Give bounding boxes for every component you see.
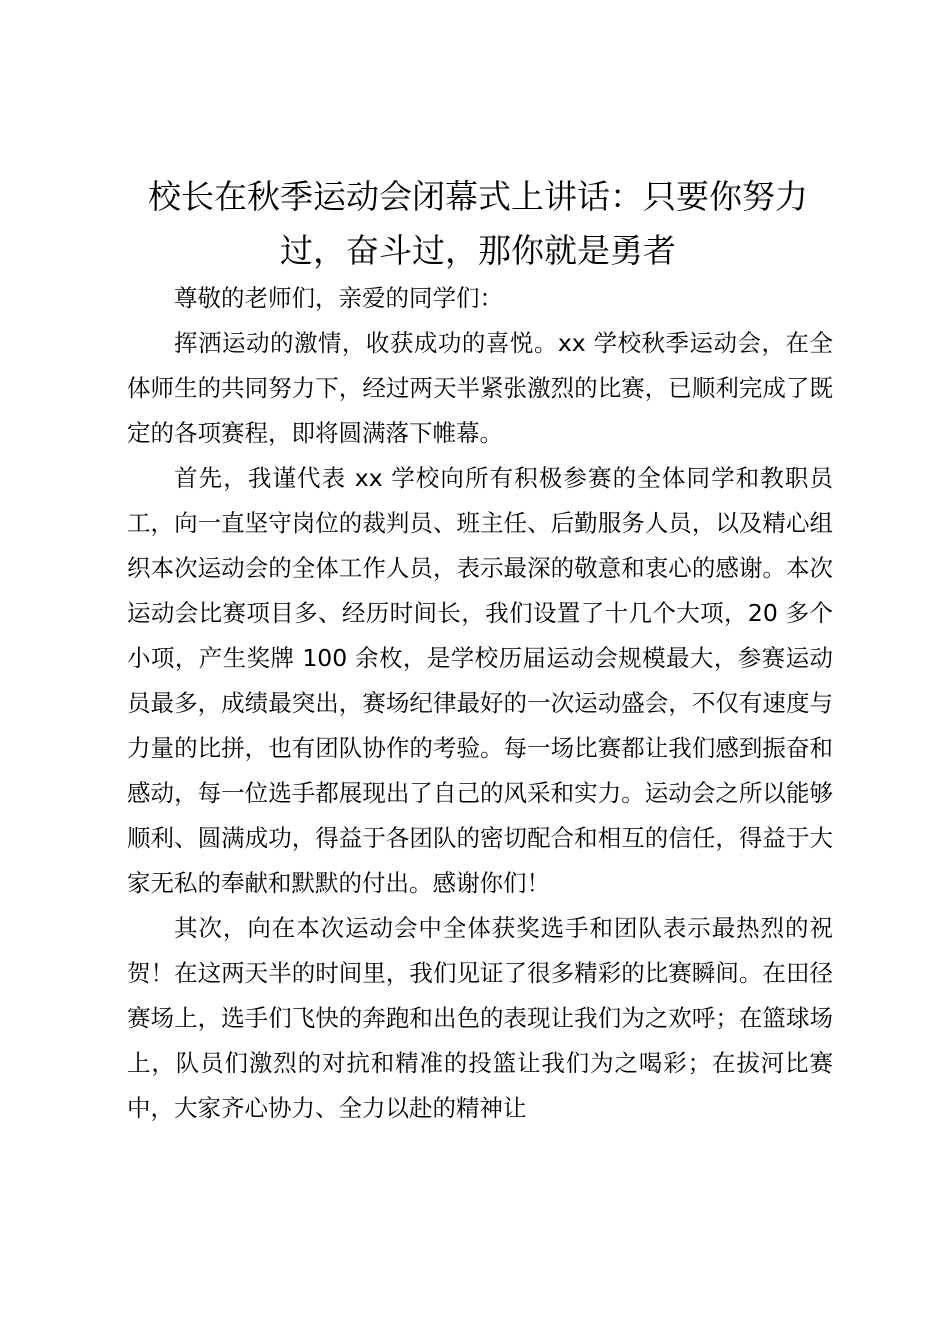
document-body bbox=[127, 276, 833, 1131]
congratulations-paragraph: 其次，向在本次运动会中全体获奖选手和团队表示最热烈的祝贺！在这两天半的时间里，我们见证了很多精彩的比赛瞬间。在田径赛场上，选手们飞快的奔跑和出色的表现让我们为之欢呼；在篮球场上，队员们激烈的对抗和精准的投篮让我们为之喝彩；在拔河比赛中，大家齐心协力、全力以赴的精神让 bbox=[127, 914, 833, 1122]
document-title: 校长在秋季运动会闭幕式上讲话：只要你努力过，奋斗过，那你就是勇者 bbox=[148, 177, 808, 270]
opening-paragraph: 挥洒运动的激情，收获成功的喜悦。xx 学校秋季运动会，在全体师生的共同努力下，经过两天半紧张激烈的比赛，已顺利完成了既定的各项赛程，即将圆满落下帷幕。 bbox=[127, 329, 833, 447]
salutation-paragraph: 尊敬的老师们，亲爱的同学们： bbox=[174, 284, 503, 312]
thanks-paragraph: 首先，我谨代表 xx 学校向所有积极参赛的全体同学和教职员工，向一直坚守岗位的裁判员、班主任、后勤服务人员，以及精心组织本次运动会的全体工作人员，表示最深的敬意和衷心的感谢。本次运动会比赛项目多、经历时间长，我们设置了十几个大项，20 多个小项，产生奖牌 100 余枚，是学校历届运动会规模最大，参赛运动员最多，成绩最突出，赛场纪律最好的一次运动盛会，不仅有速度与力量的比拼，也有团队协作的考验。每一场比赛都让我们感到振奋和感动，每一位选手都展现出了自己的风采和实力。运动会之所以能够顺利、圆满成功，得益于各团队的密切配合和相互的信任，得益于大家无私的奉献和默默的付出。感谢你们！ bbox=[127, 464, 833, 897]
